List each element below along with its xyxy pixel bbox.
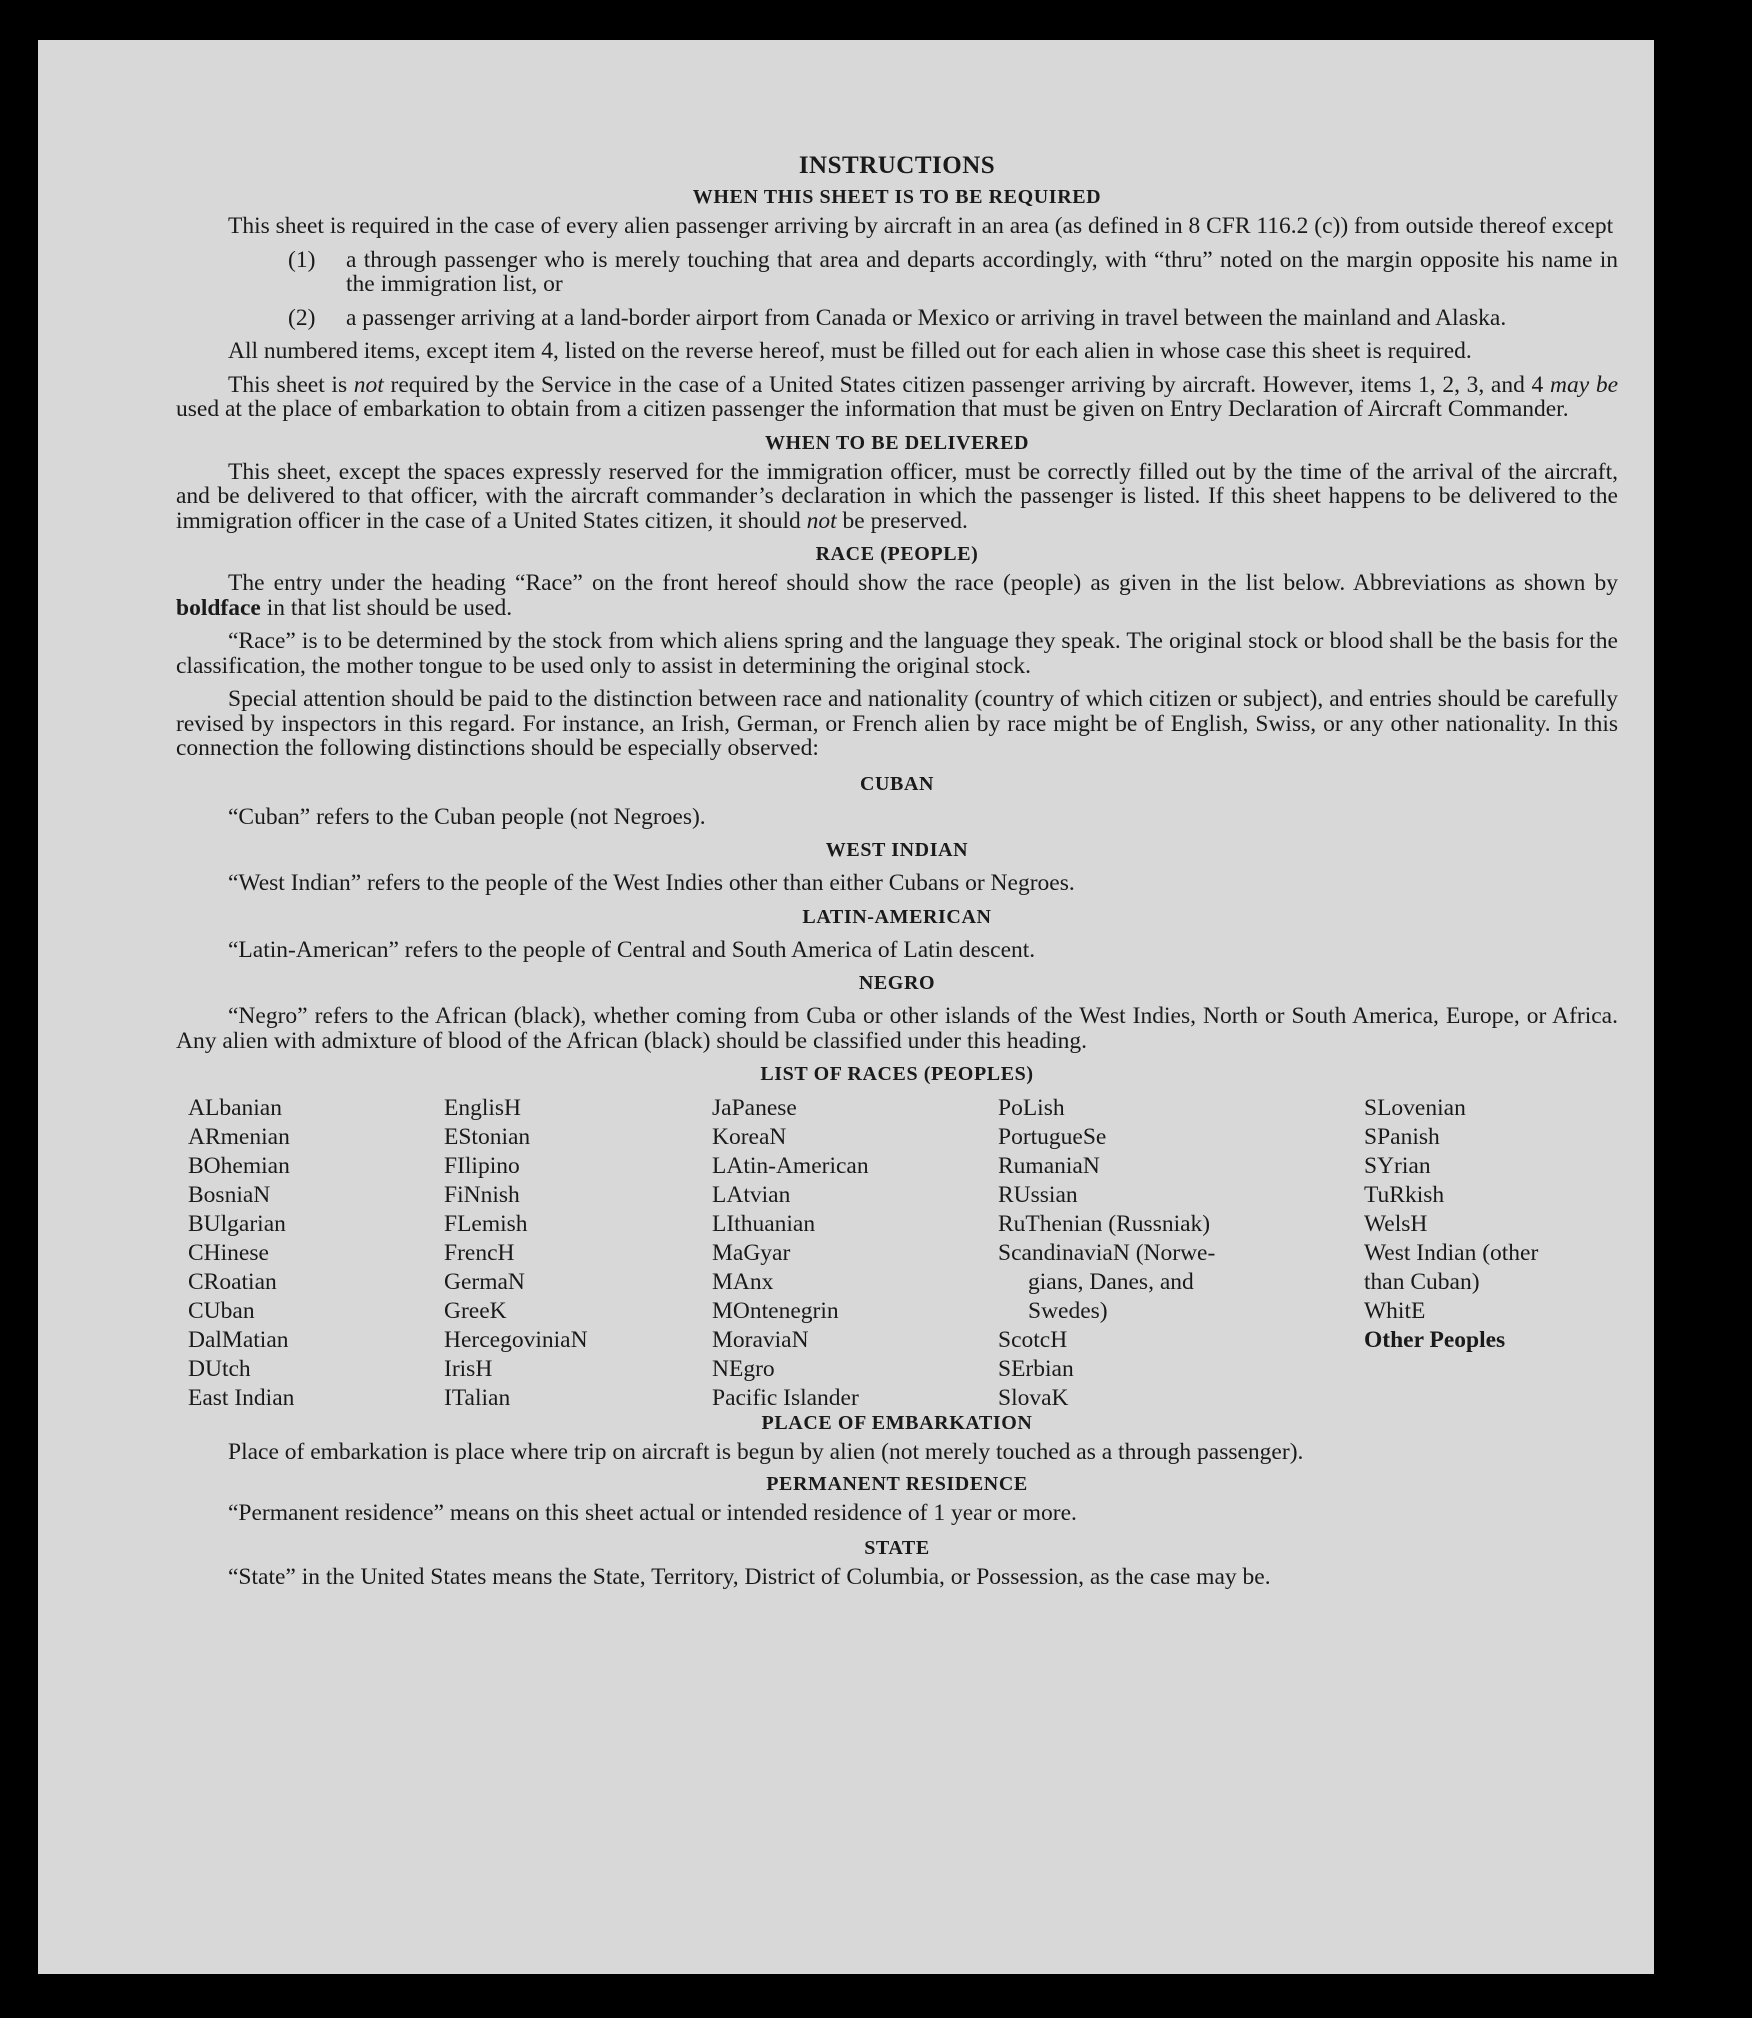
race-item: ITalian — [444, 1385, 511, 1411]
race-item: than Cuban) — [1364, 1269, 1480, 1295]
document-page — [38, 40, 1654, 1974]
race-item: West Indian (other — [1364, 1240, 1539, 1266]
race-item: BUlgarian — [188, 1211, 286, 1237]
race-item: FLemish — [444, 1211, 528, 1237]
race-item: KoreaN — [712, 1124, 787, 1150]
race-item: SLovenian — [1364, 1095, 1466, 1121]
races-column-4 — [998, 1094, 1215, 1413]
paragraph-citizen-passenger: This sheet is not required by the Service in the case of a United States citizen passenger arriving by aircraft. However, items 1, 2, 3, and 4 may be used at the place of embarkation to obtain from a citizen passenger the information that must be given on Entry Declaration of Aircraft Commander. — [176, 371, 1618, 422]
race-item: SPanish — [1364, 1124, 1440, 1150]
race-item: MOntenegrin — [712, 1298, 839, 1324]
heading-place-of-embarkation: PLACE OF EMBARKATION — [761, 1412, 1033, 1434]
race-item: GermaN — [444, 1269, 525, 1295]
races-column-1 — [188, 1094, 294, 1413]
heading-permanent-residence: PERMANENT RESIDENCE — [766, 1472, 1028, 1495]
race-item: JaPanese — [712, 1095, 797, 1121]
paragraph-race-stock: “Race” is to be determined by the stock from which aliens spring and the language they speak. The original stock or blood shall be the basis for the classification, the mother tongue to be used only to assist in determining the original stock. — [176, 628, 1618, 679]
race-item: WelsH — [1364, 1211, 1428, 1237]
race-item: IrisH — [444, 1356, 493, 1382]
heading-state: STATE — [864, 1537, 930, 1559]
races-column-3 — [712, 1094, 869, 1413]
heading-race: RACE (PEOPLE) — [815, 543, 979, 565]
heading-west-indian: WEST INDIAN — [825, 839, 969, 861]
race-item: FIlipino — [444, 1153, 520, 1179]
item-text: a passenger arriving at a land-border airport from Canada or Mexico or arriving in travel between the mainland and Alaska. — [346, 304, 1507, 331]
race-item: HercegoviniaN — [444, 1327, 588, 1353]
exception-item-2 — [176, 306, 1618, 331]
race-item: EnglisH — [444, 1095, 522, 1121]
races-column-5 — [1364, 1094, 1538, 1355]
race-item: SYrian — [1364, 1153, 1431, 1179]
paragraph-race-entry: The entry under the heading “Race” on the front hereof should show the race (people) as given in the list below. Abbreviations as shown by boldface in that list should be used. — [176, 570, 1618, 621]
paragraph-race-nationality: Special attention should be paid to the distinction between race and nationality (country of which citizen or subject), and entries should be carefully revised by inspectors in this regard. For instance, an Irish, German, or French alien by race might be of English, Swiss, or any other nationality. In this connection the following distinctions should be especially observed: — [176, 686, 1618, 761]
race-item: RUssian — [998, 1182, 1078, 1208]
heading-latin-american: LATIN-AMERICAN — [802, 905, 992, 928]
race-item: FrencH — [444, 1240, 515, 1266]
paragraph-embarkation: Place of embarkation is place where trip on aircraft is begun by alien (not merely touched as a through passenger). — [228, 1439, 1304, 1465]
race-item: GreeK — [444, 1298, 507, 1324]
race-item: Pacific Islander — [712, 1385, 859, 1411]
heading-list-of-races: LIST OF RACES (PEOPLES) — [760, 1063, 1034, 1085]
race-item: WhitE — [1364, 1298, 1426, 1324]
heading-negro: NEGRO — [858, 972, 936, 994]
race-item: MoraviaN — [712, 1327, 809, 1353]
race-item: LIthuanian — [712, 1211, 816, 1237]
races-column-2 — [444, 1094, 588, 1413]
race-item: ALbanian — [188, 1095, 282, 1121]
race-item: MAnx — [712, 1269, 774, 1295]
race-item: ScotcH — [998, 1327, 1068, 1353]
item-number: (1) — [288, 246, 316, 273]
race-item: ScandinaviaN (Norwe- — [998, 1240, 1216, 1266]
race-item: PortugueSe — [998, 1124, 1107, 1150]
exception-item-1 — [176, 248, 1618, 297]
paragraph-cuban: “Cuban” refers to the Cuban people (not Negroes). — [228, 803, 706, 830]
item-text: a through passenger who is merely touching that area and departs accordingly, with “thru” noted on the margin opposite his name in the immigration list, or — [346, 246, 1618, 297]
paragraph-negro: “Negro” refers to the African (black), whether coming from Cuba or other islands of the West Indies, North or South America, Europe, or Africa. Any alien with admixture of blood of the African (black) should be classified under this heading. — [176, 1003, 1618, 1054]
race-item: BosniaN — [188, 1182, 271, 1208]
paragraph-state: “State” in the United States means the State, Territory, District of Columbia, or Possession, as the case may be. — [228, 1564, 1271, 1590]
paragraph-permanent-residence: “Permanent residence” means on this sheet actual or intended residence of 1 year or more. — [228, 1499, 1077, 1526]
race-item: LAtvian — [712, 1182, 791, 1208]
race-item: BOhemian — [188, 1153, 290, 1179]
race-item: Swedes) — [1028, 1298, 1108, 1324]
race-item: CUban — [188, 1298, 255, 1324]
race-item: ARmenian — [188, 1124, 290, 1150]
paragraph-required-intro: This sheet is required in the case of every alien passenger arriving by aircraft in an area (as defined in 8 CFR 116.2 (c)) from outside thereof except — [228, 213, 1614, 239]
race-item: SlovaK — [998, 1385, 1069, 1411]
page-title: INSTRUCTIONS — [798, 152, 996, 179]
race-item: MaGyar — [712, 1240, 791, 1266]
race-item: RumaniaN — [998, 1153, 1100, 1179]
race-item: PoLish — [998, 1095, 1065, 1121]
race-item: CHinese — [188, 1240, 269, 1266]
race-item: EStonian — [444, 1124, 531, 1150]
race-item: Other Peoples — [1364, 1327, 1506, 1353]
race-item: SErbian — [998, 1356, 1074, 1382]
heading-when-required: WHEN THIS SHEET IS TO BE REQUIRED — [692, 186, 1102, 208]
race-item: NEgro — [712, 1356, 775, 1382]
heading-when-delivered: WHEN TO BE DELIVERED — [764, 431, 1030, 454]
race-item: LAtin-American — [712, 1153, 869, 1179]
paragraph-numbered-items: All numbered items, except item 4, listed on the reverse hereof, must be filled out for each alien in whose case this sheet is required. — [228, 338, 1472, 364]
instructions-content — [176, 152, 1618, 1590]
paragraph-latin-american: “Latin-American” refers to the people of Central and South America of Latin descent. — [228, 936, 1036, 963]
races-list — [176, 1094, 1618, 1412]
race-item: gians, Danes, and — [1028, 1269, 1194, 1295]
item-number: (2) — [288, 304, 316, 331]
paragraph-delivery: This sheet, except the spaces expressly reserved for the immigration officer, must be correctly filled out by the time of the arrival of the aircraft, and be delivered to that officer, with the aircraft commander’s declaration in which the passenger is listed. If this sheet happens to be delivered to the immigration officer in the case of a United States citizen, it should not be preserved. — [176, 458, 1618, 534]
paragraph-west-indian: “West Indian” refers to the people of the West Indies other than either Cubans or Negroes. — [228, 870, 1075, 896]
heading-cuban: CUBAN — [859, 772, 935, 795]
race-item: CRoatian — [188, 1269, 277, 1295]
race-item: FiNnish — [444, 1182, 520, 1208]
race-item: East Indian — [188, 1385, 295, 1411]
race-item: RuThenian (Russniak) — [998, 1211, 1211, 1237]
race-item: DalMatian — [188, 1327, 289, 1353]
race-item: TuRkish — [1364, 1182, 1445, 1208]
race-item: DUtch — [188, 1356, 251, 1382]
